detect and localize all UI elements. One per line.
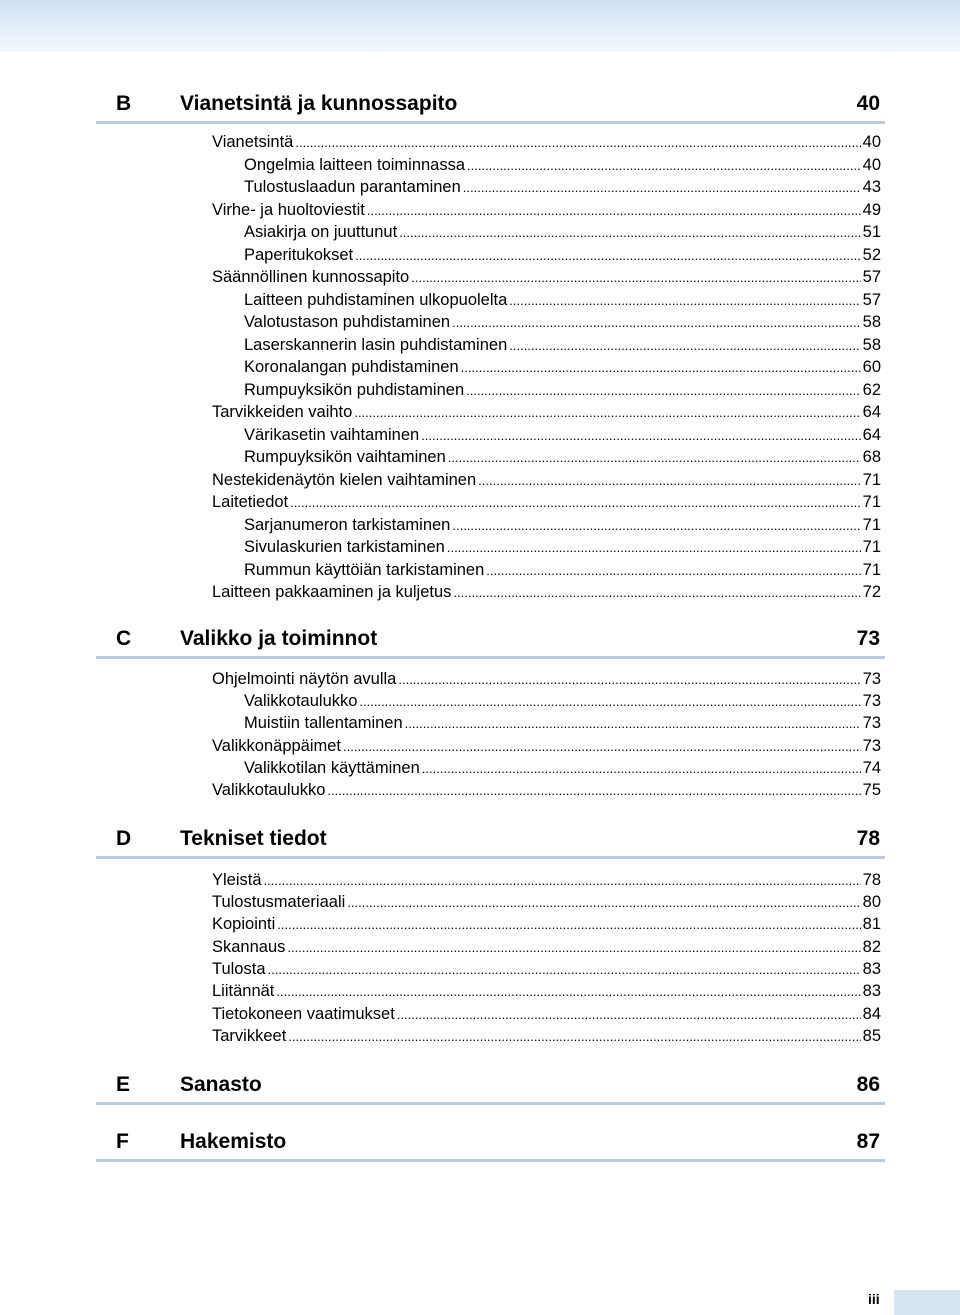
entry-title: Sivulaskurien tarkistaminen xyxy=(244,538,445,556)
dot-leader xyxy=(453,582,860,604)
page-number: iii xyxy=(868,1291,880,1307)
toc-entry[interactable] xyxy=(244,712,881,734)
entry-page: 80 xyxy=(862,893,881,911)
toc-entry[interactable] xyxy=(244,514,881,536)
entry-page: 62 xyxy=(862,380,881,399)
dot-leader xyxy=(277,914,860,936)
entry-page: 57 xyxy=(862,268,881,286)
toc-entry[interactable] xyxy=(244,536,881,558)
entry-page: 51 xyxy=(862,223,881,241)
chapter-title: Hakemisto xyxy=(180,1130,287,1153)
toc-entry[interactable] xyxy=(212,401,881,423)
header-band xyxy=(0,0,960,52)
entry-title: Laserskannerin lasin puhdistaminen xyxy=(244,335,508,354)
entry-page: 83 xyxy=(862,960,881,978)
entry-page: 71 xyxy=(862,538,881,556)
toc-entry[interactable] xyxy=(212,869,881,891)
dot-leader xyxy=(447,537,861,559)
dot-leader xyxy=(463,177,861,199)
toc-entry[interactable] xyxy=(244,154,881,176)
entry-page: 81 xyxy=(862,915,881,933)
dot-leader xyxy=(398,669,860,691)
chapter-heading-d[interactable] xyxy=(96,828,885,859)
entry-page: 71 xyxy=(862,515,881,534)
toc-entry[interactable] xyxy=(244,176,881,198)
entry-title: Skannaus xyxy=(212,938,286,956)
entry-title: Laitteen pakkaaminen ja kuljetus xyxy=(212,583,452,601)
entry-title: Kopiointi xyxy=(212,915,276,933)
chapter-page-number: 73 xyxy=(856,627,880,650)
dot-leader xyxy=(466,380,861,402)
toc-entry[interactable] xyxy=(244,311,881,333)
toc-entry[interactable] xyxy=(212,469,881,491)
toc-entry[interactable] xyxy=(244,379,881,401)
entry-page: 52 xyxy=(862,245,881,264)
chapter-letter: E xyxy=(116,1073,131,1096)
dot-leader xyxy=(347,892,860,914)
dot-leader xyxy=(295,132,860,154)
entry-page: 72 xyxy=(862,583,881,601)
dot-leader xyxy=(421,425,860,447)
toc-entry[interactable] xyxy=(212,266,881,288)
toc-entry[interactable] xyxy=(244,356,881,378)
toc-entry[interactable] xyxy=(244,690,881,712)
dot-leader xyxy=(405,713,861,735)
chapter-title: Sanasto xyxy=(180,1073,262,1096)
toc-entry[interactable] xyxy=(212,199,881,221)
toc-entry[interactable] xyxy=(212,581,881,603)
entry-page: 73 xyxy=(862,670,881,688)
dot-leader xyxy=(411,267,860,289)
entry-page: 73 xyxy=(862,714,881,732)
entry-title: Valikkotaulukko xyxy=(244,692,358,710)
entry-page: 58 xyxy=(862,313,881,331)
chapter-page-number: 87 xyxy=(856,1130,880,1153)
chapter-page-number: 86 xyxy=(856,1073,880,1096)
dot-leader xyxy=(452,312,861,334)
entry-page: 64 xyxy=(862,425,881,444)
dot-leader xyxy=(288,1026,860,1048)
toc-entry[interactable] xyxy=(212,936,881,958)
toc-entry[interactable] xyxy=(212,668,881,690)
chapter-heading-b[interactable] xyxy=(96,93,885,124)
entry-page: 78 xyxy=(862,871,881,889)
entry-title: Valikkotaulukko xyxy=(212,781,326,799)
toc-entry[interactable] xyxy=(212,958,881,980)
entry-page: 71 xyxy=(862,470,881,489)
entry-title: Tarvikkeiden vaihto xyxy=(212,403,353,421)
entry-title: Nestekidenäytön kielen vaihtaminen xyxy=(212,470,477,489)
toc-entry[interactable] xyxy=(212,779,881,801)
chapter-title: Valikko ja toiminnot xyxy=(180,627,378,650)
toc-entry[interactable] xyxy=(212,891,881,913)
entry-page: 40 xyxy=(862,133,881,151)
entry-page: 73 xyxy=(862,737,881,755)
entry-page: 40 xyxy=(862,155,881,174)
chapter-letter: F xyxy=(116,1130,129,1153)
dot-leader xyxy=(452,515,860,537)
entry-page: 49 xyxy=(862,200,881,219)
toc-entry[interactable] xyxy=(212,913,881,935)
entry-page: 60 xyxy=(862,358,881,376)
toc-entry[interactable] xyxy=(244,334,881,356)
entry-title: Säännöllinen kunnossapito xyxy=(212,268,410,286)
dot-leader xyxy=(290,492,860,514)
toc-entry[interactable] xyxy=(244,244,881,266)
dot-leader xyxy=(478,470,860,492)
chapter-letter: C xyxy=(116,627,132,650)
dot-leader xyxy=(486,560,860,582)
entry-page: 75 xyxy=(862,781,881,799)
entry-page: 71 xyxy=(862,560,881,579)
entry-title: Yleistä xyxy=(212,871,262,889)
chapter-page-number: 78 xyxy=(856,827,880,850)
chapter-heading-e[interactable] xyxy=(96,1074,885,1105)
entry-page: 74 xyxy=(862,759,881,777)
entry-title: Tulostusmateriaali xyxy=(212,893,346,911)
page-tab-decoration xyxy=(894,1290,960,1315)
dot-leader xyxy=(359,691,860,713)
chapter-letter: D xyxy=(116,827,132,850)
entry-page: 57 xyxy=(862,290,881,309)
entry-page: 43 xyxy=(862,178,881,196)
dot-leader xyxy=(343,736,861,758)
dot-leader xyxy=(276,981,860,1003)
entry-title: Ongelmia laitteen toiminnassa xyxy=(244,155,466,174)
dot-leader xyxy=(461,357,861,379)
entry-title: Vianetsintä xyxy=(212,133,294,151)
entry-title: Sarjanumeron tarkistaminen xyxy=(244,515,451,534)
entry-page: 84 xyxy=(862,1005,881,1023)
toc-entry[interactable] xyxy=(244,289,881,311)
dot-leader xyxy=(354,402,860,424)
toc-entry[interactable] xyxy=(244,757,881,779)
entry-title: Värikasetin vaihtaminen xyxy=(244,425,420,444)
dot-leader xyxy=(397,1004,861,1026)
dot-leader xyxy=(367,200,861,222)
entry-title: Valotustason puhdistaminen xyxy=(244,313,451,331)
chapter-page-number: 40 xyxy=(856,92,880,115)
dot-leader xyxy=(268,959,861,981)
dot-leader xyxy=(264,870,861,892)
chapter-heading-c[interactable] xyxy=(96,628,885,659)
toc-entry[interactable] xyxy=(212,735,881,757)
entry-title: Laitteen puhdistaminen ulkopuolelta xyxy=(244,290,508,309)
entry-title: Ohjelmointi näytön avulla xyxy=(212,670,397,688)
entry-page: 71 xyxy=(862,493,881,511)
entry-page: 85 xyxy=(862,1027,881,1045)
toc-entry[interactable] xyxy=(212,1003,881,1025)
entry-title: Valikkonäppäimet xyxy=(212,737,342,755)
toc-entry[interactable] xyxy=(244,559,881,581)
entry-title: Rumpuyksikön vaihtaminen xyxy=(244,448,446,466)
chapter-heading-f[interactable] xyxy=(96,1131,885,1162)
entry-title: Asiakirja on juuttunut xyxy=(244,223,398,241)
entry-title: Virhe- ja huoltoviestit xyxy=(212,200,365,219)
entry-title: Laitetiedot xyxy=(212,493,289,511)
toc-entry[interactable] xyxy=(244,446,881,468)
dot-leader xyxy=(509,335,860,357)
entry-page: 68 xyxy=(862,448,881,466)
entry-page: 83 xyxy=(862,982,881,1000)
chapter-letter: B xyxy=(116,92,132,115)
dot-leader xyxy=(355,245,860,267)
entry-page: 64 xyxy=(862,403,881,421)
dot-leader xyxy=(448,447,861,469)
toc-entry[interactable] xyxy=(212,491,881,513)
entry-page: 73 xyxy=(862,692,881,710)
dot-leader xyxy=(422,758,861,780)
toc-entry[interactable] xyxy=(244,221,881,243)
entry-title: Tarvikkeet xyxy=(212,1027,287,1045)
toc-entry[interactable] xyxy=(212,980,881,1002)
dot-leader xyxy=(287,937,860,959)
entry-title: Koronalangan puhdistaminen xyxy=(244,358,459,376)
dot-leader xyxy=(467,155,861,177)
entry-page: 82 xyxy=(862,938,881,956)
toc-entry[interactable] xyxy=(212,131,881,153)
entry-title: Valikkotilan käyttäminen xyxy=(244,759,420,777)
entry-title: Rummun käyttöiän tarkistaminen xyxy=(244,560,485,579)
dot-leader xyxy=(509,290,860,312)
entry-title: Tietokoneen vaatimukset xyxy=(212,1005,395,1023)
toc-entry[interactable] xyxy=(212,1025,881,1047)
entry-title: Muistiin tallentaminen xyxy=(244,714,403,732)
dot-leader xyxy=(399,222,860,244)
entry-page: 58 xyxy=(862,335,881,354)
entry-title: Rumpuyksikön puhdistaminen xyxy=(244,380,465,399)
toc-entry[interactable] xyxy=(244,424,881,446)
dot-leader xyxy=(327,780,860,802)
entry-title: Tulosta xyxy=(212,960,266,978)
entry-title: Paperitukokset xyxy=(244,245,354,264)
chapter-title: Vianetsintä ja kunnossapito xyxy=(180,92,458,115)
chapter-title: Tekniset tiedot xyxy=(180,827,327,850)
entry-title: Liitännät xyxy=(212,982,275,1000)
entry-title: Tulostuslaadun parantaminen xyxy=(244,178,461,196)
